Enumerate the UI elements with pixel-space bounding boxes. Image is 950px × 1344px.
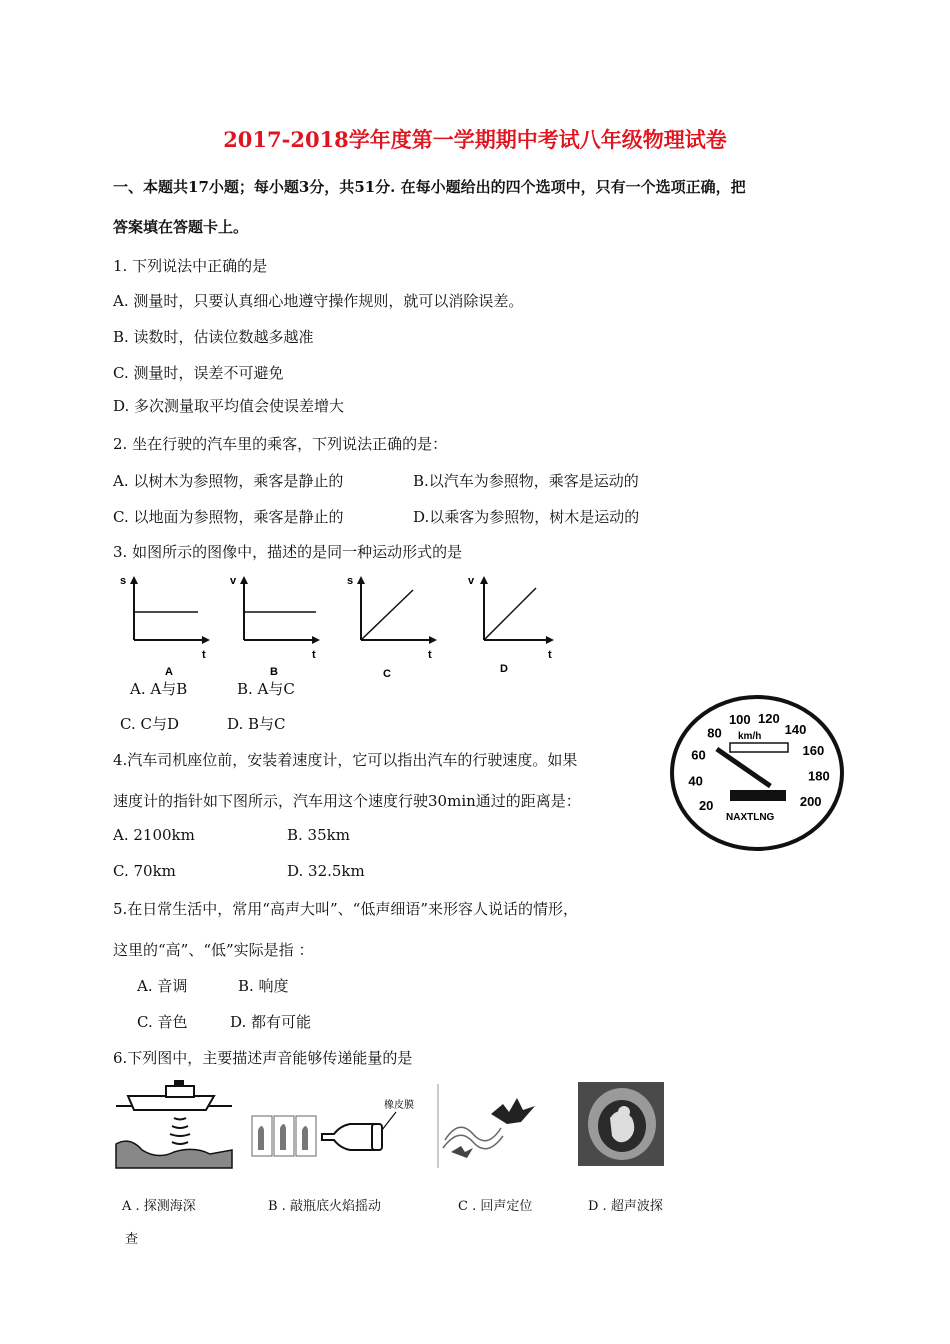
q3-motion-graphs	[110, 572, 570, 682]
q5-option-a: A. 音调	[137, 977, 188, 995]
graph-d	[468, 575, 554, 675]
q2-option-c: C. 以地面为参照物，乘客是静止的	[113, 508, 344, 526]
graph-d-ylabel: v	[468, 575, 475, 587]
q1-option-b: B. 读数时，估读位数越多越准	[113, 328, 314, 346]
q1-option-d: D. 多次测量取平均值会使误差增大	[113, 397, 345, 415]
graph-a	[120, 575, 210, 678]
q1-option-c: C. 测量时，误差不可避免	[113, 364, 284, 382]
q1-stem: 1. 下列说法中正确的是	[113, 257, 268, 275]
speedometer-odometer-top	[730, 743, 788, 752]
q4-stem-line1: 4.汽车司机座位前，安装着速度计，它可以指出汽车的行驶速度。如果	[113, 751, 578, 769]
q6-membrane-label: 橡皮膜	[384, 1100, 414, 1111]
q6-caption-d: D . 超声波探	[588, 1199, 663, 1214]
q3-stem: 3. 如图所示的图像中，描述的是同一种运动形式的是	[113, 543, 463, 561]
section-instructions-line2: 答案填在答题卡上。	[113, 218, 249, 236]
q4-stem-line2: 速度计的指针如下图所示，汽车用这个速度行驶30min通过的距离是：	[113, 792, 581, 810]
q6-boat-sonar-image	[114, 1078, 234, 1170]
speedometer-unit: km/h	[738, 731, 762, 742]
q3-option-c: C. C与D	[120, 715, 179, 733]
speedometer-tick-180: 180	[808, 768, 830, 784]
q5-stem-line1: 5.在日常生活中，常用“高声大叫”、“低声细语”来形容人说话的情形，	[113, 900, 578, 918]
q1-option-a: A. 测量时，只要认真细心地遵守操作规则，就可以消除误差。	[113, 292, 524, 310]
graph-a-caption: A	[165, 666, 173, 678]
q6-stem: 6.下列图中，主要描述声音能够传递能量的是	[113, 1049, 413, 1067]
speedometer-tick-20: 20	[698, 798, 714, 814]
q6-caption-b: B . 敲瓶底火焰摇动	[268, 1199, 381, 1214]
q6-bottle-candle-image	[250, 1086, 414, 1166]
speedometer-tick-40: 40	[688, 773, 703, 789]
speedometer-tick-140: 140	[784, 722, 807, 738]
graph-c-caption: C	[383, 668, 391, 680]
graph-b-caption: B	[270, 666, 278, 678]
q5-option-b: B. 响度	[238, 977, 289, 995]
q3-option-d: D. B与C	[227, 715, 286, 733]
q5-stem-line2: 这里的“高”、“低”实际是指 ：	[113, 941, 314, 959]
graph-b	[230, 575, 320, 678]
q2-option-d: D.以乘客为参照物，树木是运动的	[413, 508, 640, 526]
q4-option-b: B. 35km	[287, 826, 350, 844]
graph-c	[347, 575, 437, 680]
section-instructions-line1: 一、本题共17小题；每小题3分，共51分. 在每小题给出的四个选项中，只有一个选项正确，把	[113, 178, 746, 196]
q4-option-d: D. 32.5km	[287, 862, 365, 880]
q3-option-a: A. A与B	[130, 680, 188, 698]
speedometer-odometer-bottom	[730, 790, 786, 801]
speedometer-tick-80: 80	[707, 725, 722, 741]
q6-caption-a: A . 探测海深	[122, 1199, 196, 1214]
speedometer-tick-100: 100	[728, 712, 751, 728]
page-title: 2017-2018学年度第一学期期中考试八年级物理试卷	[223, 127, 727, 152]
q6-ultrasound-image	[578, 1082, 664, 1166]
q6-caption-c: C . 回声定位	[458, 1199, 533, 1214]
graph-c-xlabel: t	[428, 649, 432, 661]
q4-option-c: C. 70km	[113, 862, 176, 880]
graph-b-ylabel: v	[230, 575, 237, 587]
graph-d-caption: D	[500, 663, 508, 675]
q2-stem: 2. 坐在行驶的汽车里的乘客，下列说法正确的是：	[113, 435, 448, 453]
q6-caption-a-continued: 查	[125, 1232, 139, 1247]
graph-a-ylabel: s	[120, 575, 127, 587]
q2-option-b: B.以汽车为参照物，乘客是运动的	[413, 472, 639, 490]
speedometer-figure	[668, 693, 846, 853]
speedometer-tick-60: 60	[691, 747, 706, 763]
graph-b-xlabel: t	[312, 649, 316, 661]
q6-bat-echolocation-image	[437, 1084, 541, 1168]
q5-option-c: C. 音色	[137, 1013, 188, 1031]
graph-d-xlabel: t	[548, 649, 552, 661]
speedometer-tick-200: 200	[799, 794, 822, 809]
q5-option-d: D. 都有可能	[230, 1013, 312, 1031]
speedometer-tick-120: 120	[758, 711, 780, 726]
q3-option-b: B. A与C	[237, 680, 295, 698]
graph-a-xlabel: t	[202, 649, 206, 661]
speedometer-tick-160: 160	[802, 742, 825, 758]
q4-option-a: A. 2100km	[113, 826, 195, 844]
speedometer-brand: NAXTLNG	[726, 812, 775, 823]
q2-option-a: A. 以树木为参照物，乘客是静止的	[113, 472, 344, 490]
graph-c-ylabel: s	[347, 575, 354, 587]
